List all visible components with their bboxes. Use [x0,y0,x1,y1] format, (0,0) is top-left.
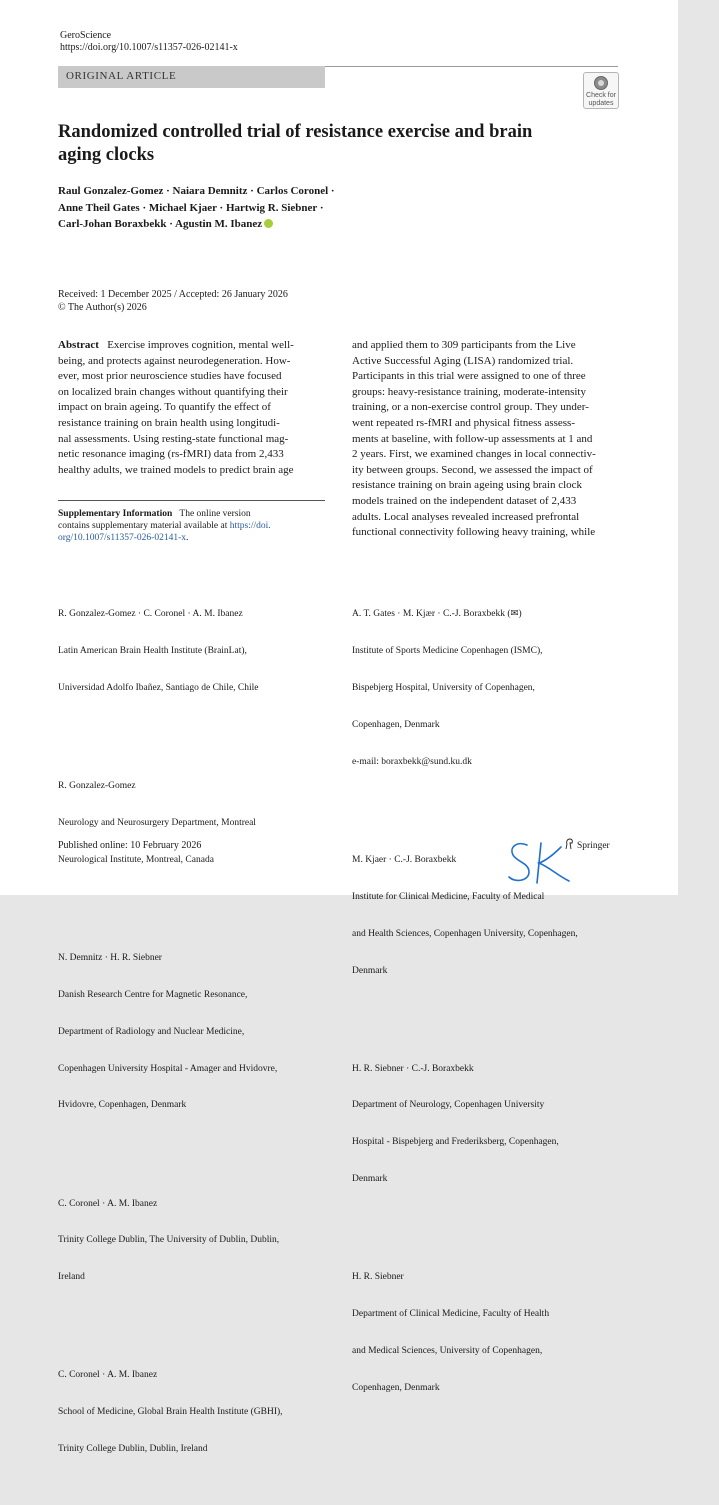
affiliation-names: H. R. Siebner · C.-J. Boraxbekk [352,1063,474,1074]
abstract-line: being, and protects against neurodegeneration. How- [58,354,291,367]
affiliation-names: R. Gonzalez-Gomez [58,781,136,792]
copyright: © The Author(s) 2026 [58,301,147,313]
orcid-icon[interactable] [264,219,273,228]
affiliation-line: and Medical Sciences, University of Copenhagen, [352,1346,543,1357]
affiliation-line: Denmark [352,965,388,976]
publisher-name: Springer [577,841,610,851]
affiliation-line: Copenhagen University Hospital - Amager and Hvidovre, [58,1063,278,1074]
authors-line-3: Carl-Johan Boraxbekk · Agustin M. Ibanez [58,218,263,230]
abstract-line: training, or a non-exercise control group. They under- [352,401,589,414]
supplementary-text-1: The online version [179,509,251,519]
header-rule [325,66,618,67]
affiliation-line: Hospital - Bispebjerg and Frederiksberg, Copenhagen, [352,1137,559,1148]
affiliation-names: H. R. Siebner [352,1272,404,1283]
supplementary-link-part1[interactable]: https://doi. [229,521,271,532]
abstract-line: models trained on the independent dataset of 2,433 [352,494,577,507]
affiliation-block [352,584,578,793]
abstract-line: ity between groups. Second, we assessed the impact of [352,463,593,476]
abstract-right-column [352,338,619,541]
abstract-line: ever, most prior neuroscience studies have focused [58,370,282,383]
affiliation-line: Hvidovre, Copenhagen, Denmark [58,1100,187,1111]
affiliation-line: Neurology and Neurosurgery Department, Montreal [58,817,256,828]
abstract-line: Active Successful Aging (LISA) randomized trial. [352,354,574,367]
journal-doi[interactable]: https://doi.org/10.1007/s11357-026-02141-x [60,42,238,53]
affiliation-line: Department of Radiology and Nuclear Medicine, [58,1026,245,1037]
affiliation-block [58,1345,283,1480]
affiliation-block [352,1247,578,1419]
supplementary-link-part2[interactable]: org/10.1007/s11357-026-02141-x [58,533,186,544]
article-title [58,121,618,166]
affiliation-names: C. Coronel · A. M. Ibanez [58,1198,158,1209]
affiliation-line: Universidad Adolfo Ibañez, Santiago de Chile, Chile [58,682,259,693]
affiliation-block [58,584,283,719]
supplementary-rule [58,500,325,501]
abstract-left-column [58,338,325,478]
affiliation-line: Latin American Brain Health Institute (BrainLat), [58,646,247,657]
affiliation-names: A. T. Gates · M. Kjær · C.-J. Boraxbekk (✉) [352,609,522,620]
journal-name: GeroScience [60,30,112,41]
published-online: Published online: 10 February 2026 [58,840,202,851]
affiliations-right [352,559,578,1443]
affiliation-line: Institute of Sports Medicine Copenhagen (ISMC), [352,646,543,657]
affiliation-names: M. Kjaer · C.-J. Boraxbekk [352,854,457,865]
affiliation-block [58,927,283,1136]
abstract-line: impact on brain ageing. To quantify the effect of [58,401,271,414]
affiliation-line: Ireland [58,1272,85,1283]
affiliation-names: R. Gonzalez-Gomez · C. Coronel · A. M. Ibanez [58,609,243,620]
affiliation-line: Department of Neurology, Copenhagen University [352,1100,545,1111]
affiliation-line: Copenhagen, Denmark [352,719,440,730]
article-dates [58,289,288,314]
abstract-line: went repeated rs-fMRI and physical fitness assess- [352,416,575,429]
affiliation-names: C. Coronel · A. M. Ibanez [58,1370,158,1381]
affiliation-line: Bispebjerg Hospital, University of Copenhagen, [352,682,535,693]
check-updates-icon [594,76,608,90]
abstract-line: ments at baseline, with follow-up assessments at 1 and [352,432,593,445]
abstract-line: on localized brain changes without quantifying their [58,385,288,398]
affiliation-line: Trinity College Dublin, Dublin, Ireland [58,1444,208,1455]
author-list [58,183,335,233]
affiliation-line: and Health Sciences, Copenhagen University, Copenhagen, [352,928,578,939]
affiliation-line: Trinity College Dublin, The University of Dublin, Dublin, [58,1235,280,1246]
affiliation-line: Copenhagen, Denmark [352,1383,440,1393]
supplementary-label: Supplementary Information [58,509,173,519]
abstract-line: 2 years. First, we examined changes in local connectiv- [352,448,596,461]
abstract-line: healthy adults, we trained models to predict brain age [58,463,294,476]
affiliations-left [58,559,283,1505]
abstract-line: netic resonance imaging (rs-fMRI) data from 2,433 [58,448,284,461]
article-type-label: ORIGINAL ARTICLE [66,70,177,82]
supplementary-end: . [185,533,189,544]
supplementary-text-2: contains supplementary material available at [58,521,228,532]
abstract-line: functional connectivity following heavy training, while [352,526,596,539]
affiliation-block [58,1173,283,1308]
abstract-line: nal assessments. Using resting-state functional mag- [58,432,289,445]
abstract-text: Exercise improves cognition, mental well- [107,339,294,351]
journal-header [60,30,238,54]
check-updates-text [584,92,618,107]
abstract-line: resistance training on brain health using longitudi- [58,416,280,429]
abstract-line: groups: heavy-resistance training, moderate-intensity [352,385,586,398]
authors-line-2: Anne Theil Gates · Michael Kjaer · Hartwig R. Siebner · [58,201,324,214]
affiliation-line: School of Medicine, Global Brain Health Institute (GBHI), [58,1407,283,1418]
affiliation-line: Institute for Clinical Medicine, Faculty of Medical [352,891,545,902]
abstract-line: adults. Local analyses revealed increased prefrontal [352,510,580,523]
abstract-line: and applied them to 309 participants from the Live [352,339,576,351]
publisher-logo [564,838,610,851]
check-updates-line2: updates [588,99,614,107]
abstract-line [58,338,325,354]
abstract-line: resistance training on brain ageing using brain clock [352,479,583,492]
authors-line-1: Raul Gonzalez-Gomez · Naiara Demnitz · Carlos Coronel · [58,185,335,197]
affiliation-names: N. Demnitz · H. R. Siebner [58,952,162,963]
check-for-updates-button[interactable] [583,72,619,109]
affiliation-line: Department of Clinical Medicine, Faculty of Health [352,1309,550,1320]
received-accepted: Received: 1 December 2025 / Accepted: 26 January 2026 [58,289,288,300]
title-line-2: aging clocks [58,144,155,165]
affiliation-line: Denmark [352,1174,388,1185]
check-updates-line1: Check for [586,92,616,99]
affiliation-line: Danish Research Centre for Magnetic Resonance, [58,989,248,1000]
abstract-label: Abstract [58,339,99,351]
affiliation-line: Neurological Institute, Montreal, Canada [58,854,214,865]
affiliation-block [352,1038,578,1210]
supplementary-info [58,508,325,545]
corresponding-email[interactable]: e-mail: boraxbekk@sund.ku.dk [352,756,472,767]
title-line-1: Randomized controlled trial of resistance exercise and brain [58,122,533,142]
springer-horse-icon [564,838,574,850]
affiliation-block [58,755,283,890]
abstract-line: Participants in this trial were assigned to one of three [352,370,586,383]
